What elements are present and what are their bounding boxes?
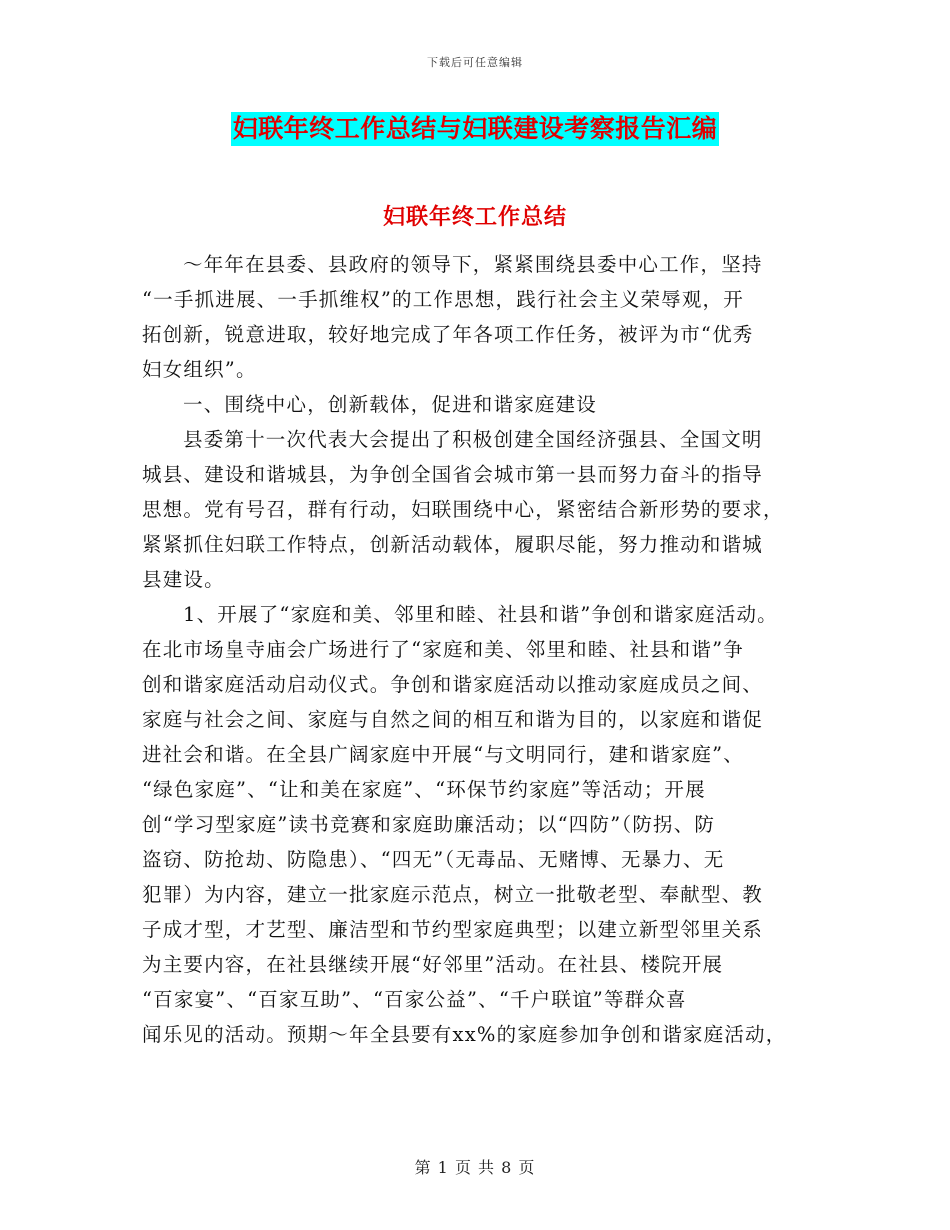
body-line: 县委第十一次代表大会提出了积极创建全国经济强县、全国文明 (183, 428, 763, 451)
body-line: 拓创新，锐意进取，较好地完成了年各项工作任务，被评为市“优秀 (142, 323, 754, 346)
body-line: 盗窃、防抢劫、防隐患）、“四无”（无毒品、无赌博、无暴力、无 (142, 848, 725, 871)
body-line: 进社会和谐。在全县广阔家庭中开展“与文明同行，建和谐家庭”、 (142, 743, 744, 766)
body-line: 子成才型，才艺型、廉洁型和节约型家庭典型；以建立新型邻里关系 (142, 918, 764, 941)
document-title-wrap (0, 112, 950, 146)
body-line: 闻乐见的活动。预期～年全县要有xx%的家庭参加争创和谐家庭活动， (142, 1023, 787, 1046)
body-line: 思想。党有号召，群有行动，妇联围绕中心，紧密结合新形势的要求， (142, 498, 784, 521)
body-line: “绿色家庭”、“让和美在家庭”、“环保节约家庭”等活动；开展 (142, 778, 706, 801)
body-text (142, 247, 812, 1052)
body-line: 犯罪）为内容，建立一批家庭示范点，树立一批敬老型、奉献型、教 (142, 883, 764, 906)
body-line: 创“学习型家庭”读书竞赛和家庭助廉活动；以“四防”（防拐、防 (142, 813, 716, 836)
body-line: 一、围绕中心，创新载体，促进和谐家庭建设 (183, 393, 598, 416)
page-footer: 第 1 页 共 8 页 (414, 1158, 536, 1177)
document-title: 妇联年终工作总结与妇联建设考察报告汇编 (231, 112, 720, 146)
body-line: 紧紧抓住妇联工作特点，创新活动载体，履职尽能，努力推动和谐城 (142, 533, 764, 556)
body-line: ～年年在县委、县政府的领导下，紧紧围绕县委中心工作，坚持 (183, 253, 763, 276)
section-title: 妇联年终工作总结 (382, 204, 567, 230)
body-line: “一手抓进展、一手抓维权”的工作思想，践行社会主义荣辱观，开 (142, 288, 744, 311)
body-line: 在北市场皇寺庙会广场进行了“家庭和美、邻里和睦、社县和谐”争 (142, 638, 744, 661)
body-line: 城县、建设和谐城县，为争创全国省会城市第一县而努力奋斗的指导 (142, 463, 764, 486)
body-line: 为主要内容，在社县继续开展“好邻里”活动。在社县、楼院开展 (142, 953, 724, 976)
body-line: 妇女组织”。 (142, 358, 257, 381)
body-line: 家庭与社会之间、家庭与自然之间的相互和谐为目的，以家庭和谐促 (142, 708, 764, 731)
header-note: 下载后可任意编辑 (427, 56, 523, 69)
body-line: 创和谐家庭活动启动仪式。争创和谐家庭活动以推动家庭成员之间、 (142, 673, 764, 696)
body-line: 1、开展了“家庭和美、邻里和睦、社县和谐”争创和谐家庭活动。 (183, 603, 778, 626)
body-line: 县建设。 (142, 568, 225, 591)
body-line: “百家宴”、“百家互助”、“百家公益”、“千户联谊”等群众喜 (142, 988, 687, 1011)
